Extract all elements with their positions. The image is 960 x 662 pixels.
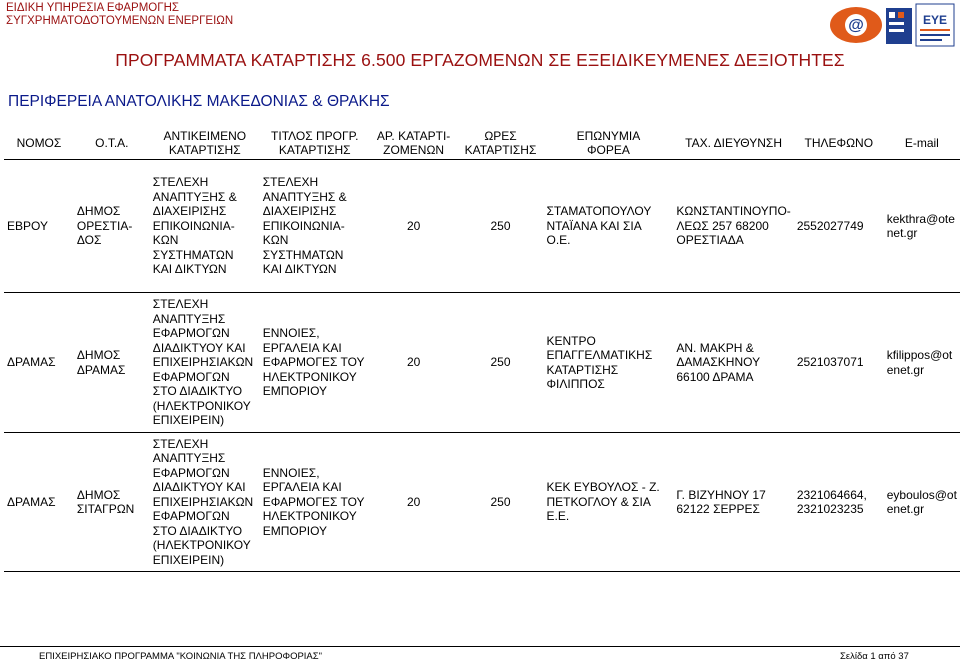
cell-phone: 2552027749 — [794, 160, 884, 293]
cell-hours: 250 — [458, 293, 544, 433]
cell-ota: ΔΗΜΟΣ ΣΙΤΑΓΡΩΝ — [74, 433, 150, 572]
table-header-row — [4, 127, 960, 160]
footer-program: ΕΠΙΧΕΙΡΗΣΙΑΚΟ ΠΡΟΓΡΑΜΜΑ "ΚΟΙΝΩΝΙΑ ΤΗΣ ΠΛΗΡΟΦΟΡΙΑΣ" — [39, 651, 323, 662]
col-header-provider: ΕΠΩΝΥΜΙΑ ΦΟΡΕΑ — [543, 127, 673, 160]
cell-address: ΑΝ. ΜΑΚΡΗ & ΔΑΜΑΣΚΗΝΟΥ 66100 ΔΡΑΜΑ — [673, 293, 793, 433]
cell-provider: ΚΕΝΤΡΟ ΕΠΑΓΓΕΛΜΑΤΙΚΗΣ ΚΑΤΑΡΤΙΣΗΣ ΦΙΛΙΠΠΟΣ — [543, 293, 673, 433]
col-header-trainees: ΑΡ. ΚΑΤΑΡΤΙ- ΖΟΜΕΝΩΝ — [370, 127, 458, 160]
cell-titlos: ΕΝΝΟΙΕΣ, ΕΡΓΑΛΕΙΑ ΚΑΙ ΕΦΑΡΜΟΓΕΣ ΤΟΥ ΗΛΕΚΤΡΟΝΙΚΟΥ ΕΜΠΟΡΙΟΥ — [260, 433, 370, 572]
table-row — [4, 293, 960, 433]
page-footer — [0, 646, 960, 662]
cell-email: kekthra@ote net.gr — [884, 160, 960, 293]
eye-logo-text: ΕΥΕ — [922, 13, 948, 27]
cell-trainees: 20 — [370, 293, 458, 433]
cell-titlos: ΣΤΕΛΕΧΗ ΑΝΑΠΤΥΞΗΣ & ΔΙΑΧΕΙΡΙΣΗΣ ΕΠΙΚΟΙΝΩΝΙΑ- ΚΩΝ ΣΥΣΤΗΜΑΤΩΝ ΚΑΙ ΔΙΚΤΥΩΝ — [260, 160, 370, 293]
col-header-phone: ΤΗΛΕΦΩΝΟ — [794, 127, 884, 160]
col-header-hours: ΩΡΕΣ ΚΑΤΑΡΤΙΣΗΣ — [458, 127, 544, 160]
cell-antikeimeno: ΣΤΕΛΕΧΗ ΑΝΑΠΤΥΞΗΣ & ΔΙΑΧΕΙΡΙΣΗΣ ΕΠΙΚΟΙΝΩΝΙΑ- ΚΩΝ ΣΥΣΤΗΜΑΤΩΝ ΚΑΙ ΔΙΚΤΥΩΝ — [150, 160, 260, 293]
agency-line-1: ΕΙΔΙΚΗ ΥΠΗΡΕΣΙΑ ΕΦΑΡΜΟΓΗΣ — [6, 2, 179, 14]
programs-table — [4, 127, 960, 572]
region-heading: ΠΕΡΙΦΕΡΕΙΑ ΑΝΑΤΟΛΙΚΗΣ ΜΑΚΕΔΟΝΙΑΣ & ΘΡΑΚΗΣ — [8, 93, 390, 110]
cell-hours: 250 — [458, 433, 544, 572]
cell-address: Γ. ΒΙΖΥΗΝΟΥ 17 62122 ΣΕΡΡΕΣ — [673, 433, 793, 572]
logo-group — [826, 2, 956, 48]
cell-trainees: 20 — [370, 433, 458, 572]
cell-titlos: ΕΝΝΟΙΕΣ, ΕΡΓΑΛΕΙΑ ΚΑΙ ΕΦΑΡΜΟΓΕΣ ΤΟΥ ΗΛΕΚΤΡΟΝΙΚΟΥ ΕΜΠΟΡΙΟΥ — [260, 293, 370, 433]
col-header-address: ΤΑΧ. ΔΙΕΥΘΥΝΣΗ — [673, 127, 793, 160]
table-row — [4, 433, 960, 572]
cell-ota: ΔΗΜΟΣ ΟΡΕΣΤΙΑ- ΔΟΣ — [74, 160, 150, 293]
agency-line-2: ΣΥΓΧΡΗΜΑΤΟΔΟΤΟΥΜΕΝΩΝ ΕΝΕΡΓΕΙΩΝ — [6, 15, 234, 27]
table-row — [4, 160, 960, 293]
cell-hours: 250 — [458, 160, 544, 293]
col-header-nomos: ΝΟΜΟΣ — [4, 127, 74, 160]
agency-header — [6, 2, 233, 28]
cell-provider: ΣΤΑΜΑΤΟΠΟΥΛΟΥ ΝΤΑΪΑΝΑ ΚΑΙ ΣΙΑ Ο.Ε. — [543, 160, 673, 293]
cell-nomos: ΕΒΡΟΥ — [4, 160, 74, 293]
cell-address: ΚΩΝΣΤΑΝΤΙΝΟΥΠΟ- ΛΕΩΣ 257 68200 ΟΡΕΣΤΙΑΔΑ — [673, 160, 793, 293]
cell-nomos: ΔΡΑΜΑΣ — [4, 433, 74, 572]
col-header-titlos: ΤΙΤΛΟΣ ΠΡΟΓΡ. ΚΑΤΑΡΤΙΣΗΣ — [260, 127, 370, 160]
col-header-antikeimeno: ΑΝΤΙΚΕΙΜΕΝΟ ΚΑΤΑΡΤΙΣΗΣ — [150, 127, 260, 160]
cell-trainees: 20 — [370, 160, 458, 293]
cell-antikeimeno: ΣΤΕΛΕΧΗ ΑΝΑΠΤΥΞΗΣ ΕΦΑΡΜΟΓΩΝ ΔΙΑΔΙΚΤΥΟΥ ΚΑΙ ΕΠΙΧΕΙΡΗΣΙΑΚΩΝ ΕΦΑΡΜΟΓΩΝ ΣΤΟ ΔΙΑΔΙΚΤΥΟ (ΗΛΕΚΤΡΟΝΙΚΟΥ ΕΠΙΧΕΙΡΕΙΝ) — [150, 293, 260, 433]
page-title: ΠΡΟΓΡΑΜΜΑΤΑ ΚΑΤΑΡΤΙΣΗΣ 6.500 ΕΡΓΑΖΟΜΕΝΩΝ ΣΕ ΕΞΕΙΔΙΚΕΥΜΕΝΕΣ ΔΕΞΙΟΤΗΤΕΣ — [115, 50, 845, 70]
cell-phone: 2321064664, 2321023235 — [794, 433, 884, 572]
footer-page-number: Σελίδα 1 από 37 — [840, 651, 909, 662]
svg-text:@: @ — [848, 17, 864, 34]
cell-phone: 2521037071 — [794, 293, 884, 433]
col-header-email: E-mail — [884, 127, 960, 160]
cell-email: eyboulos@ot enet.gr — [884, 433, 960, 572]
cell-provider: ΚΕΚ ΕΥΒΟΥΛΟΣ - Ζ. ΠΕΤΚΟΓΛΟΥ & ΣΙΑ Ε.Ε. — [543, 433, 673, 572]
cell-email: kfilippos@ot enet.gr — [884, 293, 960, 433]
cell-ota: ΔΗΜΟΣ ΔΡΑΜΑΣ — [74, 293, 150, 433]
esp-logo-icon — [826, 2, 956, 48]
cell-nomos: ΔΡΑΜΑΣ — [4, 293, 74, 433]
col-header-ota: Ο.Τ.Α. — [74, 127, 150, 160]
cell-antikeimeno: ΣΤΕΛΕΧΗ ΑΝΑΠΤΥΞΗΣ ΕΦΑΡΜΟΓΩΝ ΔΙΑΔΙΚΤΥΟΥ ΚΑΙ ΕΠΙΧΕΙΡΗΣΙΑΚΩΝ ΕΦΑΡΜΟΓΩΝ ΣΤΟ ΔΙΑΔΙΚΤΥΟ (ΗΛΕΚΤΡΟΝΙΚΟΥ ΕΠΙΧΕΙΡΕΙΝ) — [150, 433, 260, 572]
